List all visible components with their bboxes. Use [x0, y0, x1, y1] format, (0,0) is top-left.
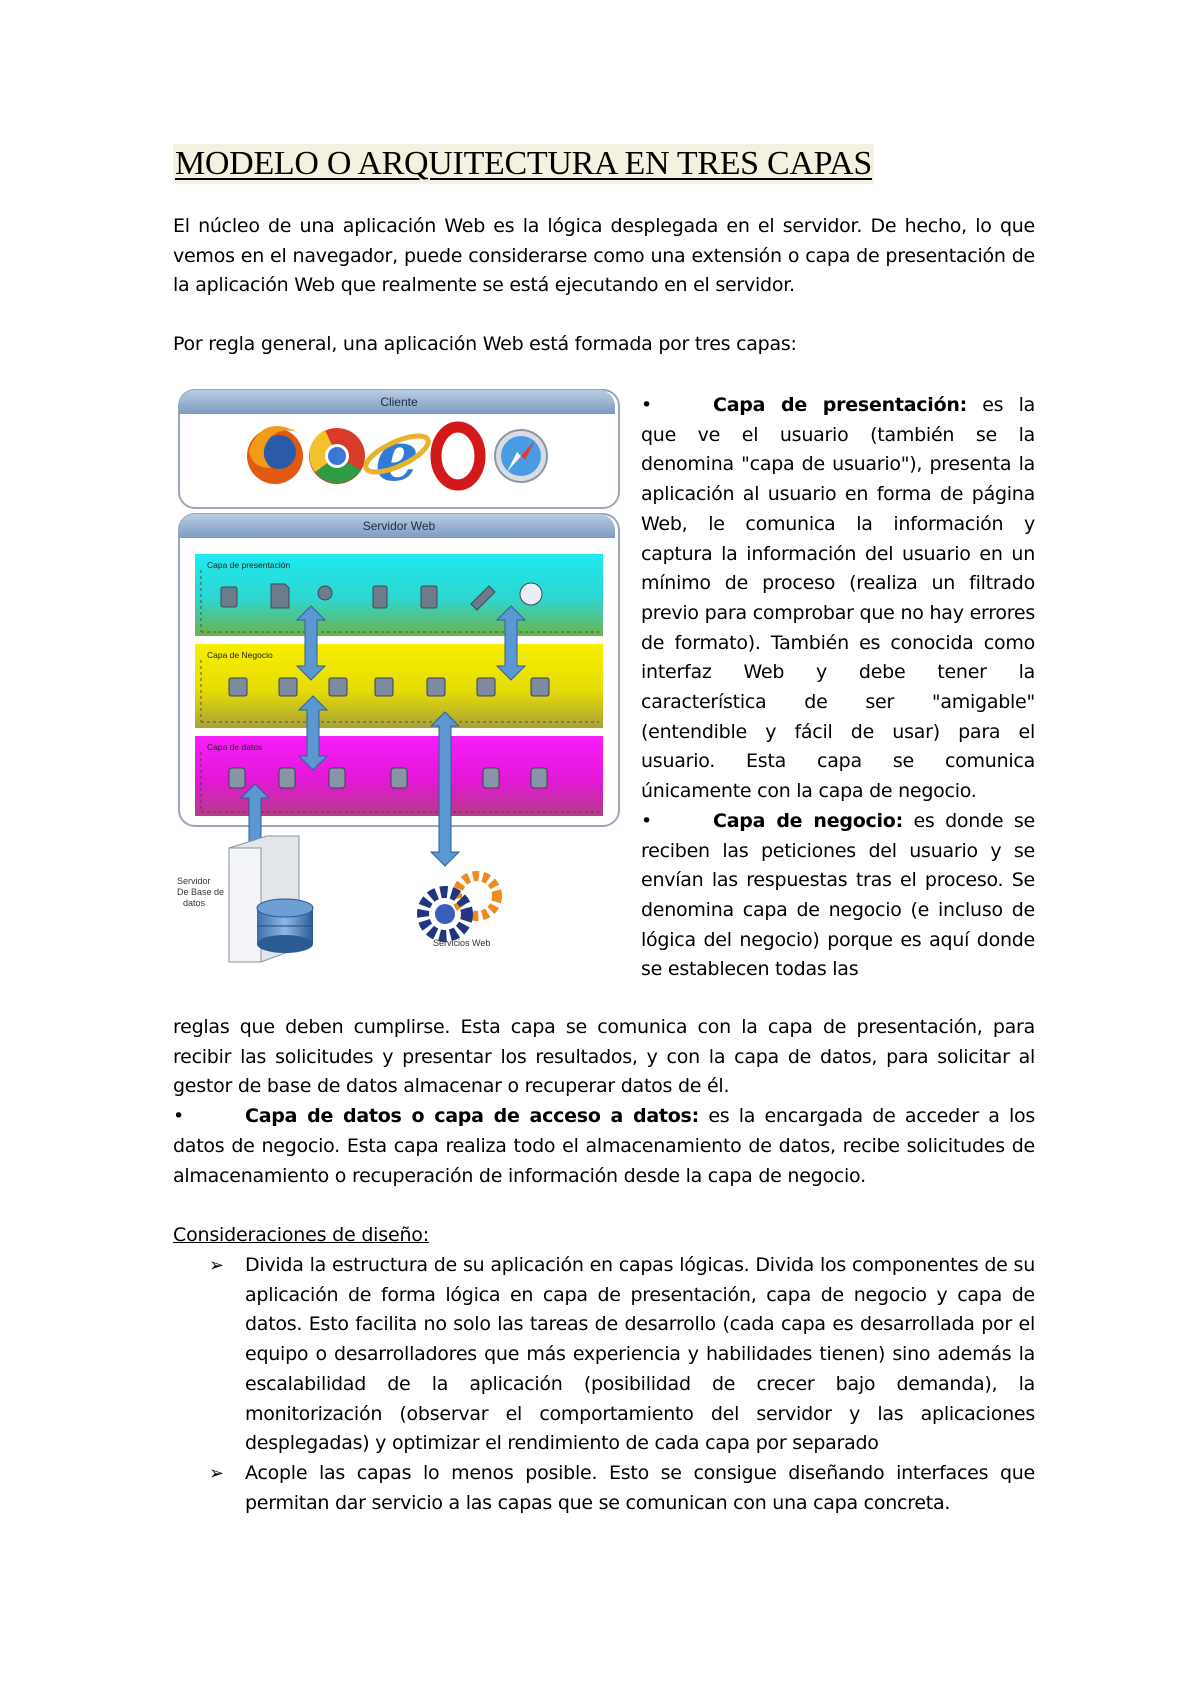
- business-layer-band: [195, 644, 603, 728]
- document-icon: [221, 587, 237, 607]
- database-icon-1: [229, 768, 245, 788]
- arrow-bullet-icon: ➢: [209, 1462, 224, 1484]
- database-icon-6: [531, 768, 547, 788]
- business-layer-paragraph: [641, 807, 1035, 985]
- layers-description-column: [641, 391, 1035, 985]
- component-icon-4: [375, 678, 393, 696]
- design-considerations-heading: Consideraciones de diseño:: [173, 1224, 429, 1246]
- component-icon-6: [477, 678, 495, 696]
- info-icon: [520, 583, 542, 605]
- data-layer-text: es la encargada de acceder a los datos de negocio. Esta capa realiza todo el almacenamiento de datos, recibe solicitudes de almacenamiento o recuperación de información desde la capa de negocio.: [173, 1105, 1036, 1187]
- database-icon-5: [483, 768, 499, 788]
- calculator-icon: [421, 586, 437, 608]
- database-server-icon: [229, 836, 313, 962]
- list-item: [173, 1459, 1035, 1518]
- full-width-continuation: [173, 1013, 1035, 1191]
- list-item-text: Divida la estructura de su aplicación en capas lógicas. Divida los componentes de su aplicación de forma lógica en capa de presentación, capa de negocio y capa de datos. Esto facilita no solo las tareas de desarrollo (cada capa es desarrollada por el equipo o desarrolladores que más experiencia y habilidades tienen) sino además la escalabilidad de la aplicación (posibilidad de crecer bajo demanda), la monitorización (observar el comportamiento del servidor y las aplicaciones desplegadas) y optimizar el rendimiento de cada capa por separado: [245, 1254, 1035, 1455]
- presentation-layer-label: Capa de presentación: [207, 560, 291, 570]
- script-icon: [271, 584, 289, 608]
- bullet: •: [641, 809, 652, 832]
- client-box: [179, 390, 619, 508]
- data-layer-label: Capa de datos: [207, 742, 263, 752]
- db-server-label-1: Servidor: [177, 876, 211, 886]
- web-services-gear-icon: [423, 876, 497, 936]
- business-layer-label: Capa de Negocio: [207, 650, 273, 660]
- database-icon-4: [391, 768, 407, 788]
- arrow-bullet-icon: ➢: [209, 1255, 224, 1276]
- user-icon: [318, 586, 332, 600]
- intro-paragraph: El núcleo de una aplicación Web es la lógica desplegada en el servidor. De hecho, lo que vemos en el navegador, puede considerarse como una extensión o capa de presentación de la aplicación Web que realmente se está ejecutando en el servidor.: [173, 215, 1035, 297]
- data-layer-paragraph: [173, 1102, 1035, 1191]
- form-icon: [373, 586, 387, 608]
- db-server-label-3: datos: [183, 898, 206, 908]
- data-layer-term: Capa de datos o capa de acceso a datos:: [245, 1105, 699, 1128]
- presentation-layer-text: es la que ve el usuario (también se la denomina "capa de usuario"), presenta la aplicación al usuario en forma de página Web, le comunica la información y captura la información del usuario en un mínimo de proceso (realiza un filtrado previo para comprobar que no hay errores de formato). También es conocida como interfaz Web y debe tener la característica de ser "amigable" (entendible y fácil de usar) para el usuario. Esta capa se comunica únicamente con la capa de negocio.: [641, 394, 1035, 803]
- component-icon-7: [531, 678, 549, 696]
- client-label: Cliente: [380, 395, 418, 409]
- list-item-text: Acople las capas lo menos posible. Esto se consigue diseñando interfaces que permitan dar servicio a las capas que se comunican con una capa concreta.: [245, 1461, 1035, 1514]
- database-icon-2: [279, 768, 295, 788]
- bullet: •: [641, 394, 652, 416]
- db-server-label-2: De Base de: [177, 887, 225, 897]
- component-icon-3: [329, 678, 347, 696]
- component-icon-2: [279, 678, 297, 696]
- chrome-icon: [309, 428, 365, 484]
- business-layer-text: es donde se reciben las peticiones del usuario y se envían las respuestas tras el proceso. Se denomina capa de negocio (e incluso de lógica del negocio) porque es aquí donde se establecen todas las: [641, 809, 1035, 981]
- component-icon-1: [229, 678, 247, 696]
- three-tier-architecture-diagram: [175, 388, 625, 1000]
- design-considerations-list: [173, 1251, 1035, 1518]
- lead-paragraph: Por regla general, una aplicación Web está formada por tres capas:: [173, 333, 797, 355]
- business-layer-term: Capa de negocio:: [713, 809, 903, 832]
- page-title: MODELO O ARQUITECTURA EN TRES CAPAS: [175, 145, 872, 182]
- svg-text:e: e: [375, 417, 419, 497]
- safari-icon: [495, 430, 547, 482]
- component-icon-5: [427, 678, 445, 696]
- bullet: •: [173, 1105, 184, 1128]
- web-services-label: Servicios Web: [433, 938, 491, 948]
- presentation-layer-term: Capa de presentación:: [713, 394, 967, 416]
- database-icon-3: [329, 768, 345, 788]
- list-item: [173, 1251, 1035, 1459]
- web-server-label: Servidor Web: [362, 519, 436, 533]
- presentation-layer-paragraph: [641, 391, 1035, 807]
- presentation-layer-band: [195, 554, 603, 636]
- business-layer-continuation: reglas que deben cumplirse. Esta capa se comunica con la capa de presentación, para recibir las solicitudes y presentar los resultados, y con la capa de datos, para solicitar al gestor de base de datos almacenar o recuperar datos de él.: [173, 1016, 1035, 1098]
